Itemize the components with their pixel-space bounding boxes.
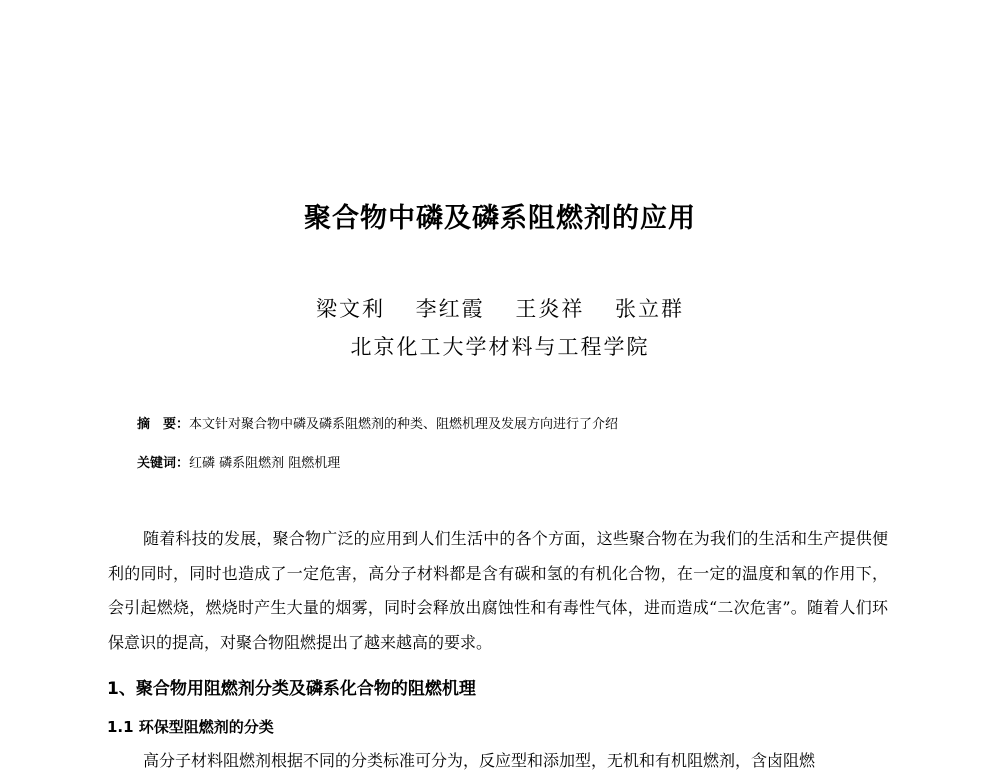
body-text bbox=[108, 522, 888, 660]
next-paragraph: 高分子材料阻燃剂根据不同的分类标准可分为，反应型和添加型，无机和有机阻燃剂，含卤阻燃 bbox=[143, 751, 816, 770]
affiliation: 北京化工大学材料与工程学院 bbox=[350, 335, 650, 359]
abstract-label: 摘 要： bbox=[137, 417, 190, 432]
abstract bbox=[137, 413, 618, 432]
author-name: 王炎祥 bbox=[515, 297, 585, 321]
author-name: 李红霞 bbox=[415, 297, 485, 321]
author-name: 梁文利 bbox=[315, 297, 385, 321]
keywords-text: 红磷 磷系阻燃剂 阻燃机理 bbox=[189, 456, 341, 471]
author-name: 张立群 bbox=[615, 297, 685, 321]
paper-title: 聚合物中磷及磷系阻燃剂的应用 bbox=[304, 203, 696, 234]
keywords bbox=[137, 452, 340, 471]
author-list bbox=[0, 293, 1000, 323]
subsection-heading: 1.1 环保型阻燃剂的分类 bbox=[107, 718, 274, 736]
intro-paragraph: 随着科技的发展，聚合物广泛的应用到人们生活中的各个方面，这些聚合物在为我们的生活和生产提供便利的同时，同时也造成了一定危害，高分子材料都是含有碳和氢的有机化合物，在一定的温度和氧的作用下，会引起燃烧，燃烧时产生大量的烟雾，同时会释放出腐蚀性和有毒性气体，进而造成“二次危害”。随着人们环保意识的提高，对聚合物阻燃提出了越来越高的要求。 bbox=[108, 529, 888, 652]
abstract-text: 本文针对聚合物中磷及磷系阻燃剂的种类、阻燃机理及发展方向进行了介绍 bbox=[189, 417, 619, 432]
section-heading: 1、聚合物用阻燃剂分类及磷系化合物的阻燃机理 bbox=[107, 679, 476, 699]
keywords-label: 关键词： bbox=[137, 456, 190, 471]
